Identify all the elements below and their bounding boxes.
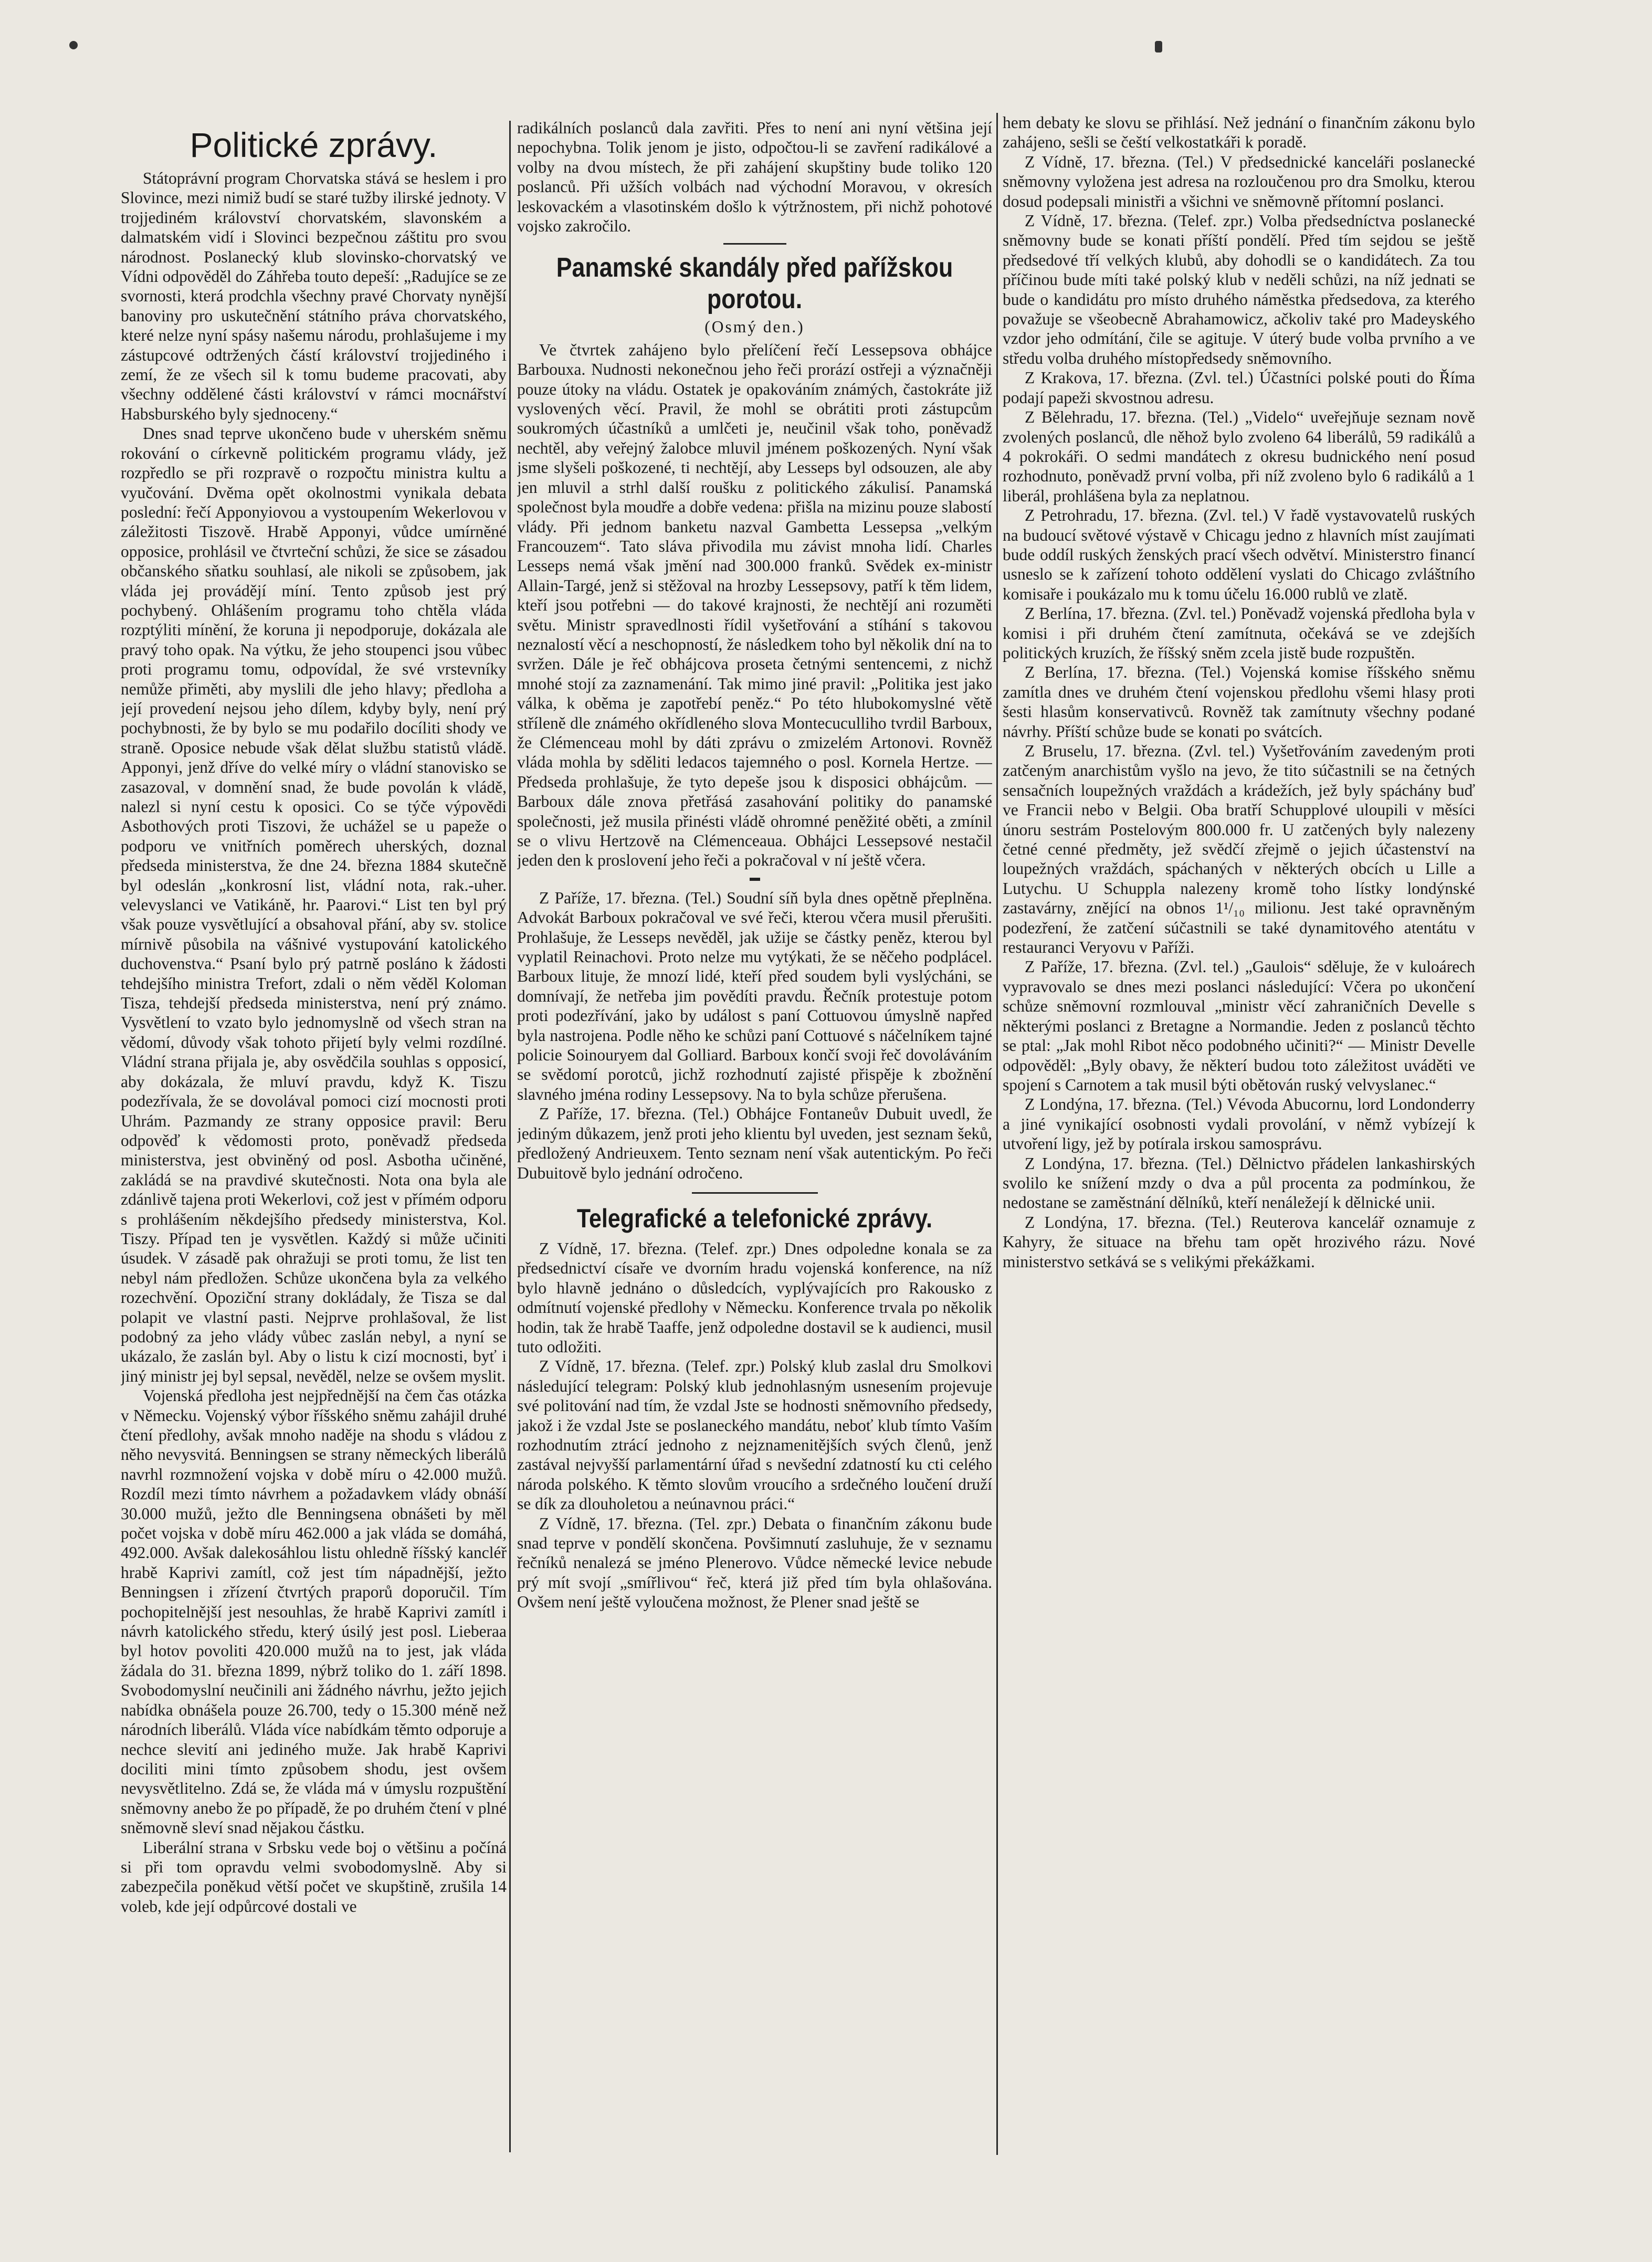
news-item: Z Krakova, 17. března. (Zvl. tel.) Účastníci polské pouti do Říma podají papeži skvostnou adresu. <box>1003 369 1475 407</box>
column-1 <box>121 118 507 2165</box>
news-item: Z Berlína, 17. března. (Tel.) Vojenská komise říšského sněmu zamítla dnes ve druhém čtení vojenskou předlohu všemi hlasy proti šesti hlasům konservativců. Rovněž tak zamítnuty všechny podané návrhy. Příští schůze bude se konati po svátcích. <box>1003 663 1475 741</box>
article-paragraph: Vojenská předloha jest nejpřednější na čem čas otázka v Německu. Vojenský výbor říšského sněmu zahájil druhé čtení předlohy, avšak mnoho naděje na shodu s vládou z něho nevysvitá. Benningsen se strany německých liberálů navrhl rozmnožení vojska v době míru o 42.000 mužů. Rozdíl mezi tímto návrhem a požadavkem vlády obnáší 30.000 mužů, ježto dle Benningsena obnášeti by měl počet vojska v době míru 462.000 a jak vláda se domáhá, 492.000. Avšak dalekosáhlou listu ohledně říšský kancléř hrabě Kaprivi zamítl, což jest tím nápadnější, ježto Benningsen i zřízení čtvrtých praporů doporučil. Tím pochopitelnější jest nesouhlas, že hrabě Kaprivi zamítl i návrh katolického středu, který úsilý jest posl. Lieberaa byl hotov povoliti 420.000 mužů na to jest, jak vláda žádala do 31. března 1899, nýbrž toliko do 1. září 1898. Svobodomyslní neučinili ani žádného návrhu, ježto jejich nabídka obnášela pouze 26.700, tedy o 15.300 méně než národních liberálů. Vláda více nabídkám těmto odporuje a nechce slevití ani jediného muže. Jak hrabě Kaprivi dociliti mini tímto způsobem shodu, jest ovšem nevysvětlitelno. Zdá se, že vláda má v úmyslu rozpuštění sněmovny anebo že po případě, že po druhém čtení v plné sněmovně sleví snad nějakou částku. <box>121 1386 507 1837</box>
divider <box>750 878 760 881</box>
news-item: Z Berlína, 17. března. (Zvl. tel.) Poněvadž vojenská předloha byla v komisi i při druhém čtení zamítnuta, očekává se ve zdejších politických kruzích, že říšský sněm zcela jistě bude rozpuštěn. <box>1003 604 1475 662</box>
article-paragraph: radikálních poslanců dala zavřiti. Přes to není ani nyní většina její nepochybna. Tolik jenom je jisto, odpočtou-li se zavření radikálové a volby na dvou místech, že při zahájení skupštiny bude toliko 120 poslanců. Při užších volbách nad východní Moravou, v okresích leskovackém a vlasotinském došlo k výtržnostem, při nichž pohotové vojsko zakročilo. <box>517 119 992 236</box>
article-paragraph: Dnes snad teprve ukončeno bude v uherském sněmu rokování o církevně politickém programu vlády, jež rozpředlo se při rozpravě o rozpočtu ministra kultu a vyučování. Dvěma opět okolnostmi vynikala debata poslední: řečí Apponyiovou a vystoupením Wekerlovou v záležitosti Tiszově. Hrabě Apponyi, vůdce umírněné opposice, prohlásil ve čtvrteční schůzi, že sice se zásadou občanského sňatku souhlasí, ale nikoli se způsobem, jak vláda jej provádějí míní. Tento způsob jest prý pochybený. Ohlášením programu toho chtěla vláda rozptýliti mínění, že koruna ji nepodporuje, dokázala ale pravý toho opak. Na výtku, že jeho stoupenci jsou vůbec proti programu tomu, odpovídal, že své vrstevníky nemůže přiměti, aby myslili dle jeho hlavy; předloha a její provedení nejsou jeho dílem, kdyby byly, není prý pochybnosti, že by bylo se mu podařilo docíliti shody ve straně. Oposice nebude však dělat službu statistů vládě. Apponyi, jenž dříve do velké míry o vládní stanovisko se zasazoval, v domnění snad, že bude povolán k vládě, nalezl si nyní cestu k oposici. Co se týče výpovědi Asbothových proti Tiszovi, že uchážel se u papeže o podporu ve vnitřních poměrech uherských, doznal předseda ministerstva, že dne 24. března 1884 skutečně byl odeslán „konkrosní list, vládní nota, rak.-uher. velevyslanci ve Vatikáně, hr. Paarovi.“ List ten byl prý však pouze vysvětlující a obsahoval přání, aby sv. stolice mírnivě působila na vášnivé vystupování katolického duchovenstva.“ Psaní bylo prý patrně posláno k žádosti tehdejšího ministra Trefort, zdali o něm věděl Koloman Tisza, tehdejší předseda ministerstva, není prý známo. Vysvětlení to vzato bylo jednomyslně od všech stran na vědomí, důvody však tohoto přijetí byly velmi rozdílné. Vládní strana přijala je, aby osvědčila souhlas s opposicí, aby dokázala, že mluví pravdu, když K. Tiszu podezřívala, že se dovolával pomoci cizí mocnosti proti Uhrám. Pazmandy ze strany opposice pravil: Beru odpověď k vědomosti proto, poněvadž předseda ministerstva, jest obviněný od posl. Asbotha učiněné, zakládá se na pravdivé skutečnosti. Nota ona byla ale zdánlivě tajena proti Wekerlovi, což jest v přímém odporu s prohlášením někdejšího předsedy ministerstva, Kol. Tiszy. Případ ten je vysvětlen. Každý si může učiniti úsudek. V zásadě pak ohražuji se proti tomu, že list ten nebyl nám předložen. Schůze ukončena byla za velkého rozechvění. Opoziční strany dokládaly, že Tisza se dal polapit ve vlastní pasti. Nejprve prohlašoval, že list podobný za jeho vlády vůbec zaslán nebyl, a nyní se ukázalo, že zaslán byl. Aby o listu k cizí mocnosti, byť i jiný ministr jej byl sepsal, nevěděl, nelze se ovšem myslit. <box>121 424 507 1385</box>
divider <box>692 1192 818 1194</box>
news-item: Z Londýna, 17. března. (Tel.) Dělnictvo přádelen lankashirských svolilo ke snížení mzdy o dva a půl procenta za podmínkou, že nedostane se zaměstnání dělníků, kteří nenáležejí k dělnické unii. <box>1003 1154 1475 1212</box>
news-item: Z Vídně, 17. března. (Tel.) V předsednické kanceláři poslanecké sněmovny vyložena jest adresa na rozloučenou pro dra Smolku, kterou dosud podepsali ministři a všichni ve sněmovně přítomní poslanci. <box>1003 152 1475 211</box>
panama-heading: Panamské skandály před pařížskou porotou. <box>556 252 953 315</box>
news-item: Z Londýna, 17. března. (Tel.) Vévoda Abucornu, lord Londonderry a jiné vynikající osobnosti vydali provolání, v němž vybízejí k utvoření ligy, jež by potírala irskou samosprávu. <box>1003 1095 1475 1153</box>
print-mark <box>69 41 78 49</box>
news-item: Z Petrohradu, 17. března. (Zvl. tel.) V řadě vystavovatelů ruských na budoucí světové výstavě v Chicagu jedno z hlavních míst zaujímati bude oddíl ruských ženských prací všech odvětví. Ministerstro financí usneslo se k zařízení tohoto oddělení vyslati do Chicago zvláštního komisaře i poukázalo mu k tomu účelu 16.000 rublů ve zlatě. <box>1003 506 1475 603</box>
news-item: Z Vídně, 17. března. (Telef. zpr.) Dnes odpoledne konala se za předsednictví císaře ve dvorním hradu vojenská konference, na níž bylo hlavně jednáno o důsledcích, vyplývajících pro Rakousko z odmítnutí vojenské předlohy v Německu. Konference trvala po několik hodin, tak že hrabě Taaffe, jenž odpoledne dostavil se k audienci, musil tuto odložiti. <box>517 1239 992 1356</box>
news-item: hem debaty ke slovu se přihlásí. Než jednání o finančním zákonu bylo zahájeno, sešli se čeští velkostatkáři k poradě. <box>1003 113 1475 152</box>
telegraph-heading: Telegrafické a telefonické zprávy. <box>576 1203 933 1233</box>
article-paragraph: Ve čtvrtek zahájeno bylo přelíčení řečí Lessepsova obhájce Barbouxa. Nudnosti nekonečnou jeho řeči prorází ostřeji a význačněji pouze útoky na vládu. Ostatek je opakováním známých, častokráte již vyslovených věcí. Pravil, že mohl se obrátiti proti zástupcům soukromých účastníků a umlčeti je, neučinil však toho, poněvadž nechtěl, aby veřejný žalobce mluvil jménem poškozených. Nyní však jsme slyšeli poškozené, ti nechtějí, aby Lesseps byl odsouzen, ale aby jen mluvil a strhl další roušku z politického zákulisí. Panamská společnost byla moudře a dobře vedena: přišla na mizinu pouze slabostí vlády. Při jednom banketu nazval Gambetta Lessepsa „velkým Francouzem“. Tato sláva přivodila mu závist mnoha lidí. Charles Lesseps nemá však jmění nad 300.000 franků. Svědek ex-ministr Allain-Targé, jenž si stěžoval na hrozby Lessepsovy, patří k těm lidem, kteří jsou potřebni — do takové krajnosti, že nechtějí ani rozuměti světu. Ministr spravedlnosti řídil vyšetřování a stíhání s takovou neznalostí věcí a neschopností, že následkem toho byl několik dní na to svržen. Dále je řeč obhájcova proseta četnými sentencemi, z nichž mnohé stojí za zaznamenání. Tak mimo jiné pravil: „Politika jest jako válka, k oběma je zapotřebí peněz.“ Po této hlubokomyslné větě stříleně dle známého okřídleného slova Montecuculliho tvrdil Barboux, že Clémenceau mohl by dáti zprávu o zmizelém Artonovi. Rovněž vláda mohla by sděliti ledacos tajemného o posl. Kornela Hertze. — Předseda prohlašuje, že tyto depeše jsou k disposici obhájcům. — Barboux dále znova přetřásá zasahování politiky do panamské společnosti, jež musila přinésti vládě ohromné peněžité oběti, a zmínil se o vlivu Hertzově na Clémenceaua. Obhájci Lessepsové nestačil jeden den k proslovení jeho řeči a pokračoval v ní ještě včera. <box>517 340 992 870</box>
news-item: Z Vídně, 17. března. (Tel. zpr.) Debata o finančním zákonu bude snad teprve v pondělí skončena. Povšimnutí zasluhuje, že v seznamu řečníků nenalezá se jméno Plenerovo. Vůdce německé levice nebude prý mít svojí „smířlivou“ řeč, která již před tím byla ohlašována. Ovšem není ještě vyloučena možnost, že Plener snad ještě se <box>517 1514 992 1612</box>
column-rule <box>996 113 998 2155</box>
article-paragraph: Z Paříže, 17. března. (Tel.) Obhájce Fontaneův Dubuit uvedl, že jediným důkazem, jenž proti jeho klientu byl uveden, jest seznam šeků, předložený Andrieuxem. Tento seznam není však autentickým. Po řeči Dubuitově bylo jednání odročeno. <box>517 1104 992 1182</box>
news-item: Z Bělehradu, 17. března. (Tel.) „Videlo“ uveřejňuje seznam nově zvolených poslanců, dle něhož bylo zvoleno 64 liberálů, 59 radikálů a 4 pokrokáři. O sedmi mandátech z okresu budnického není posud rozhodnuto, poněvadž první volba, při níž zvoleno bylo 6 radikálů a 1 liberál, prohlášena byla za neplatnou. <box>1003 408 1475 505</box>
article-paragraph: Liberální strana v Srbsku vede boj o většinu a počíná si při tom opravdu velmi svobodomyslně. Aby si zabezpečila poněkud větší počet ve skupštině, zrušila 14 voleb, kde její odpůrcové dostali ve <box>121 1838 507 1916</box>
column-rule <box>509 121 511 2152</box>
article-paragraph: Z Paříže, 17. března. (Tel.) Soudní síň byla dnes opětně přeplněna. Advokát Barboux pokračoval ve své řeči, kterou včera musil přerušiti. Prohlašuje, že Lesseps nevěděl, jak užije se částky peněz, kterou byl vyplatil Reinachovi. Proto nelze mu vytýkati, že se něčeho podplácel. Barboux lituje, že mnozí lidé, kteří před soudem byli vyslýcháni, se domnívají, že netřeba jim povědíti pravdu. Řečník protestuje potom proti podezřívání, jako by událost s paní Cottuovou úmyslně napřed byla nastrojena. Podle něho ke schůzi paní Cottuové s náčelníkem tajné policie Soinouryem dal Golliard. Barboux končí svoji řeč dovoláváním se svědomí porotců, jichž rozhodnutí zajisté přispěje k zbožnění slavného jména rodiny Lessepsovy. Na to byla schůze přerušena. <box>517 888 992 1103</box>
column-2 <box>517 118 992 2165</box>
print-mark <box>1155 41 1162 52</box>
news-item: Z Bruselu, 17. března. (Zvl. tel.) Vyšetřováním zavedeným proti zatčeným anarchistům vyšlo na jevo, že tito súčastnili se na četných sensačních loupežných vraždách a krádežích, jež byly spáchány buď ve Francii nebo v Belgii. Oba bratří Schupplové uloupili v měsíci únoru sestrám Postelovým 800.000 fr. U zatčených byly nalezeny četné cenné předměty, jež svědčí zřejmě o jejich účastenství na loupežných vraždách, spáchaných v některých obcích u Lille a Lutychu. U Schuppla nalezeny kromě toho lístky londýnské zastavárny, znějící na obnos 1¹/₁₀ milionu. Jest také opravněným podezření, že zatčení súčastnili se také dynamitového atentátu v restauranci Veryovu v Paříži. <box>1003 742 1475 957</box>
news-item: Z Vídně, 17. března. (Telef. zpr.) Volba předsedníctva poslanecké sněmovny bude se konati příští pondělí. Před tím sejdou se ještě předsedové tří velkých klubů, aby dohodli se o kandidátech. Za tou příčinou bude míti také polský klub v neděli schůzi, na níž jednati se bude o kandidátu pro místo druhého náměstka předsedova, za kterého považuje se všeobecně Abrahamowicz, ačkoliv také pro Madeyského vzdor jeho odmítání, čile se agituje. V úterý bude volba prvního a ve středu volba druhého místopředsedy sněmovního. <box>1003 212 1475 367</box>
divider <box>723 243 786 245</box>
column-3 <box>1003 113 1475 2160</box>
article-paragraph: Státoprávní program Chorvatska stává se heslem i pro Slovince, mezi nimiž budí se staré tužby ilirské jednoty. V trojjediném království chorvatském, slavonském a dalmatském vidí i Slovinci bezpečnou záštitu pro svou národnost. Poslanecký klub slovinsko-chorvatský ve Vídni odpověděl do Záhřeba touto depeší: „Radujíce se ze svornosti, která prodchla všechny pravé Chorvaty nynější banoviny pro uskutečnění státního práva chorvatského, které nelze nyní spásy našemu národu, prohlašujeme i my zástupcové odtržených částí království trojjediného i zemí, že ze všech sil k tomu budeme pracovati, aby všechny oddělené části království v rámci mocnářství Habsburského byly sjednoceny.“ <box>121 169 507 423</box>
section-heading-political-news: Politické zprávy. <box>190 125 438 164</box>
news-item: Z Paříže, 17. března. (Zvl. tel.) „Gaulois“ sděluje, že v kuloárech vypravovalo se dnes mezi poslanci následující: Včera po ukončení schůze sněmovní rozmlouval „ministr věcí zahraničních Develle s některými poslanci z Bretagne a Normandie. Jeden z poslanců těchto se ptal: „Jak mohl Ribot něco podobného učiniti?“ — Ministr Develle odpověděl: „Byly obavy, že některí budou toto záležitost uváděti ve spojení s Carnotem a tak musil býti obětován ruský velvyslanec.“ <box>1003 958 1475 1094</box>
news-item: Z Vídně, 17. března. (Telef. zpr.) Polský klub zaslal dru Smolkovi následující telegram: Polský klub jednohlasným usnesením projevuje své politování nad tím, že vzdal Jste se hodnosti sněmovního předsedy, jakož i že vzdal Jste se poslaneckého mandátu, neboť klub tímto Vaším rozhodnutím ztrácí jednoho z nejznamenitějších svých členů, jenž zastával nejvyšší parlamentární úřad s nevšední zdatností ku cti celého národa polského. K těmto slovům vroucího a srdečného loučení druží se dík za dlouholetou a neúnavnou práci.“ <box>517 1357 992 1513</box>
panama-subheading: (Osmý den.) <box>704 318 805 336</box>
news-item: Z Londýna, 17. března. (Tel.) Reuterova kancelář oznamuje z Kahyry, že situace na břehu tam opět hrozivého rázu. Nové ministerstvo setkává se s velikými překážkami. <box>1003 1213 1475 1271</box>
